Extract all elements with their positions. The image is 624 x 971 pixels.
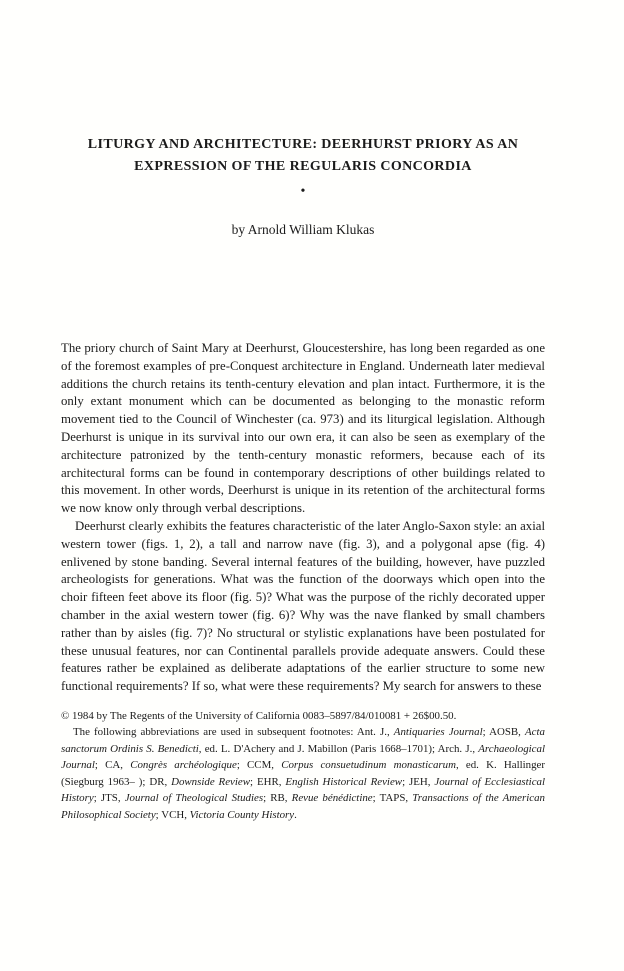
abbreviation-expansion-italic: Victoria County History bbox=[189, 808, 295, 821]
abbreviation-expansion-italic: English Historical Review bbox=[285, 775, 403, 788]
abbreviations-note bbox=[61, 724, 545, 823]
abbreviation-expansion-italic: Antiquaries Journal bbox=[393, 726, 483, 739]
footnote-text-segment: ; JEH, bbox=[402, 775, 435, 788]
abbreviation-expansion-italic: Transactions of the American Philosophical Society bbox=[61, 792, 545, 821]
abbreviation-expansion-italic: Journal of Ecclesiastical History bbox=[61, 775, 546, 805]
footnote-text-segment: The following abbreviations are used in subsequent footnotes: Ant. J., bbox=[73, 726, 394, 739]
footnote-text-segment: ; AOSB, bbox=[482, 726, 526, 739]
article-title-line-2: EXPRESSION OF THE REGULARIS CONCORDIA bbox=[134, 159, 472, 174]
footnote-text-segment: ; CA, bbox=[94, 759, 131, 772]
abbreviation-expansion-italic: Corpus consuetudinum monasticarum bbox=[281, 759, 456, 772]
article-body bbox=[61, 340, 545, 696]
footnote-text-segment: , ed. L. D'Achery and J. Mabillon (Paris 1668–1701); Arch. J., bbox=[198, 742, 479, 755]
footnote-text-segment: ; CCM, bbox=[236, 759, 282, 772]
footnote-text-segment: ; EHR, bbox=[250, 775, 286, 788]
footnote-text-segment: , ed. K. Hallinger (Siegburg 1963– ); DR, bbox=[61, 759, 545, 788]
abbreviation-expansion-italic: Revue bénédictine bbox=[291, 792, 373, 805]
abbreviation-expansion-italic: Acta sanctorum Ordinis S. Benedicti bbox=[61, 726, 545, 755]
article-title-line-1: LITURGY AND ARCHITECTURE: DEERHURST PRIORY AS AN bbox=[87, 137, 519, 152]
copyright-line: © 1984 by The Regents of the University of California 0083–5897/84/010081 + 26$00.50. bbox=[61, 709, 457, 722]
abbreviation-expansion-italic: Downside Review bbox=[171, 775, 251, 788]
footnote-text-segment: ; VCH, bbox=[155, 808, 190, 821]
abbreviation-expansion-italic: Congrès archéologique bbox=[130, 759, 237, 772]
section-divider-bullet-icon: • bbox=[300, 184, 306, 199]
footnote-text-segment: ; TAPS, bbox=[372, 792, 413, 805]
footnote-text-segment: ; RB, bbox=[263, 792, 292, 805]
abbreviation-expansion-italic: Journal of Theological Studies bbox=[124, 792, 264, 805]
footnote-text-segment: ; JTS, bbox=[93, 792, 125, 805]
footnotes-block bbox=[61, 708, 545, 824]
footnote-text-segment: . bbox=[294, 808, 297, 821]
body-paragraph-2: Deerhurst clearly exhibits the features characteristic of the later Anglo-Saxon style: an axial western tower (figs. 1, 2), a tall and narrow nave (fig. 3), and a polygonal apse (fig. 4) enlivened by stone banding. Several internal features of the building, however, have puzzled archeologists for generations. What was the function of the doorways which open into the choir fifteen feet above its floor (fig. 5)? What was the purpose of the richly decorated upper chamber in the axial western tower (fig. 6)? Why was the nave flanked by small chambers rather than by aisles (fig. 7)? No structural or stylistic explanations have been postulated for these unusual features, nor can Continental parallels provide adequate answers. Could these features rather be explained as deliberate adaptations of the earlier structure to some new functional requirements? If so, what were these requirements? My search for answers to these bbox=[61, 518, 545, 694]
byline: by Arnold William Klukas bbox=[231, 222, 375, 237]
article-title bbox=[61, 134, 545, 178]
abbreviation-expansion-italic: Archaeological Journal bbox=[61, 742, 545, 772]
body-paragraph-1: The priory church of Saint Mary at Deerhurst, Gloucestershire, has long been regarded as one of the foremost examples of pre-Conquest architecture in England. Underneath later medieval additions the church retains its tenth-century elevation and plan intact. Furthermore, it is the only extant monument which can be documented as belonging to the monastic reform movement tied to the Council of Winchester (ca. 973) and its liturgical legislation. Although Deerhurst is unique in its survival into our own era, it can also be seen as exemplary of the architecture patronized by the tenth-century monastic reformers, because each of its architectural forms can be found in contemporary descriptions of other buildings related to this movement. In other words, Deerhurst is unique in its retention of the architectural forms we now know only through verbal descriptions. bbox=[61, 341, 545, 516]
page-content bbox=[61, 0, 545, 823]
